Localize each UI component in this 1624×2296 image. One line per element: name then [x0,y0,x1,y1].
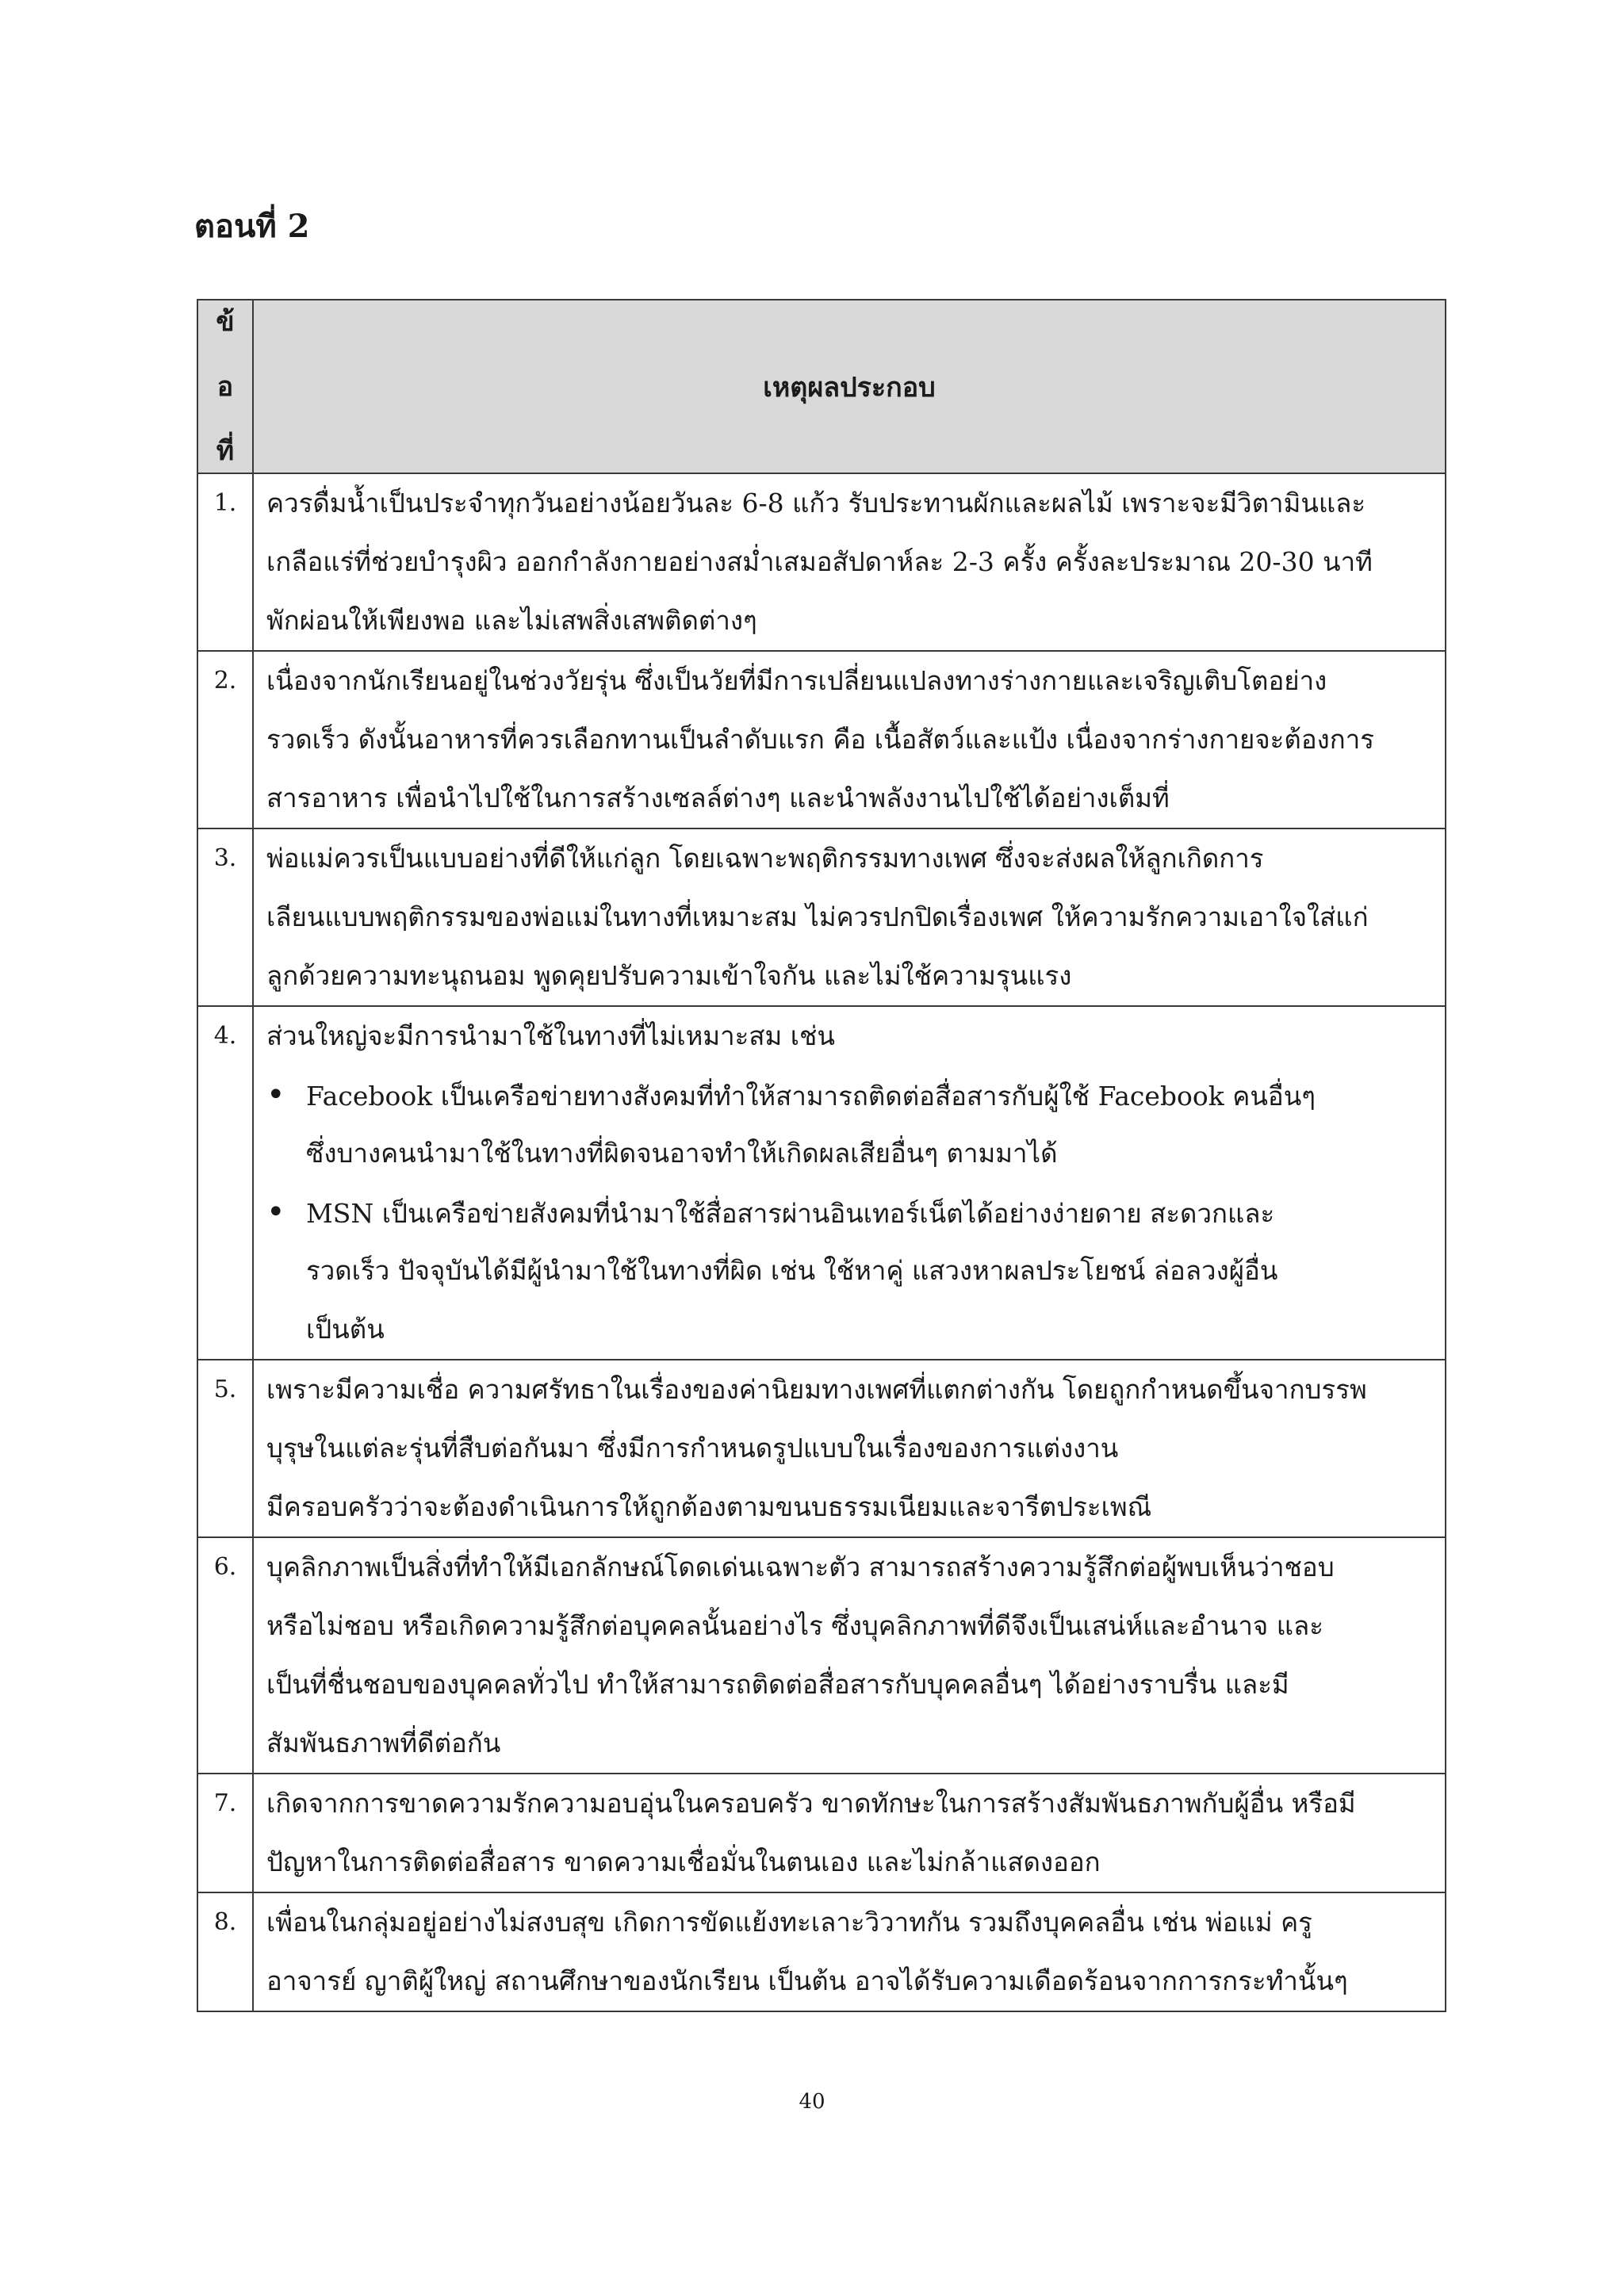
text-line: เลียนแบบพฤติกรรมของพ่อแม่ในทางที่เหมาะสม ไม่ควรปกปิดเรื่องเพศ ให้ความรักความเอาใจใส่แก่ [266,901,1369,932]
text-line: ลูกด้วยความทะนุถนอม พูดคุยปรับความเข้าใจกัน และไม่ใช้ความรุนแรง [266,960,1072,991]
bullet-continuation: เป็นต้น [306,1314,385,1345]
text-line: สารอาหาร เพื่อนำไปใช้ในการสร้างเซลล์ต่างๆ และนำพลังงานไปใช้ได้อย่างเต็มที่ [266,783,1170,813]
row-number: 7. [197,1774,253,1892]
table-row [197,651,1446,828]
text-line: พักผ่อนให้เพียงพอ และไม่เสพสิ่งเสพติดต่างๆ [266,605,757,636]
row-number: 4. [197,1006,253,1360]
row-number: 3. [197,828,253,1006]
text-line: ปัญหาในการติดต่อสื่อสาร ขาดความเชื่อมั่นในตนเอง และไม่กล้าแสดงออก [266,1846,1101,1877]
row-text [253,1774,1446,1892]
row-text [253,828,1446,1006]
row-number: 5. [197,1360,253,1537]
header-title-cell: เหตุผลประกอบ [253,300,1446,473]
table-row [197,828,1446,1006]
text-line: เนื่องจากนักเรียนอยู่ในช่วงวัยรุ่น ซึ่งเป็นวัยที่มีการเปลี่ยนแปลงทางร่างกายและเจริญเติบโตอย่าง [266,665,1327,696]
text-line: มีครอบครัวว่าจะต้องดำเนินการให้ถูกต้องตามขนบธรรมเนียมและจารีตประเพณี [266,1491,1152,1522]
text-line: เกลือแร่ที่ช่วยบำรุงผิว ออกกำลังกายอย่างสม่ำเสมอสัปดาห์ละ 2-3 ครั้ง ครั้งละประมาณ 20-30 นาที [266,546,1373,577]
table-row [197,1774,1446,1892]
row-text [253,473,1446,651]
row-text [253,651,1446,828]
bullet-text: Facebook เป็นเครือข่ายทางสังคมที่ทำให้สามารถติดต่อสื่อสารกับผู้ใช้ Facebook คนอื่นๆ [306,1081,1316,1112]
table-row [197,1006,1446,1360]
reasons-table [197,299,1446,2012]
header-number-char: อ [216,370,234,403]
text-line: เพื่อนในกลุ่มอยู่อย่างไม่สงบสุข เกิดการขัดแย้งทะเลาะวิวาทกัน รวมถึงบุคคลอื่น เช่น พ่อแม่ ครู [266,1907,1312,1938]
row-number: 1. [197,473,253,651]
text-line: ส่วนใหญ่จะมีการนำมาใช้ในทางที่ไม่เหมาะสม เช่น [266,1020,835,1051]
table-row [197,1892,1446,2011]
text-line: เป็นที่ชื่นชอบของบุคคลทั่วไป ทำให้สามารถติดต่อสื่อสารกับบุคคลอื่นๆ ได้อย่างราบรื่น และมี [266,1669,1289,1700]
text-line: เกิดจากการขาดความรักความอบอุ่นในครอบครัว ขาดทักษะในการสร้างสัมพันธภาพกับผู้อื่น หรือมี [266,1788,1356,1819]
text-line: ควรดื่มน้ำเป็นประจำทุกวันอย่างน้อยวันละ 6-8 แก้ว รับประทานผักและผลไม้ เพราะจะมีวิตามินและ [266,488,1366,519]
row-text [253,1360,1446,1537]
bullet-icon: • [266,1194,285,1230]
table-row [197,1537,1446,1774]
row-text [253,1892,1446,2011]
reasons-table-container [197,299,1445,2012]
text-line: อาจารย์ ญาติผู้ใหญ่ สถานศึกษาของนักเรียน เป็นต้น อาจได้รับความเดือดร้อนจากการกระทำนั้นๆ [266,1965,1348,1996]
text-line: บุคลิกภาพเป็นสิ่งที่ทำให้มีเอกลักษณ์โดดเด่นเฉพาะตัว สามารถสร้างความรู้สึกต่อผู้พบเห็นว่าชอบ [266,1552,1335,1582]
header-number-cell [197,300,253,473]
row-text [253,1537,1446,1774]
bullet-continuation: ซึ่งบางคนนำมาใช้ในทางที่ผิดจนอาจทำให้เกิดผลเสียอื่นๆ ตามมาได้ [306,1138,1058,1169]
table-row [197,473,1446,651]
page-number: 40 [799,2090,825,2114]
section-title: ตอนที่ 2 [194,208,310,245]
table-row [197,1360,1446,1537]
table-header-row [197,300,1446,473]
text-line: สัมพันธภาพที่ดีต่อกัน [266,1728,501,1758]
row-number: 8. [197,1892,253,2011]
row-number: 6. [197,1537,253,1774]
text-line: เพราะมีความเชื่อ ความศรัทธาในเรื่องของค่านิยมทางเพศที่แตกต่างกัน โดยถูกกำหนดขึ้นจากบรรพ [266,1374,1367,1405]
header-number-char: ที่ [216,435,235,467]
row-number: 2. [197,651,253,828]
bullet-text: MSN เป็นเครือข่ายสังคมที่นำมาใช้สื่อสารผ่านอินเทอร์เน็ตได้อย่างง่ายดาย สะดวกและ [306,1198,1275,1229]
header-number-char: ข้ [216,306,235,338]
text-line: หรือไม่ชอบ หรือเกิดความรู้สึกต่อบุคคลนั้นอย่างไร ซึ่งบุคลิกภาพที่ดีจึงเป็นเสน่ห์และอำนาจ และ [266,1610,1323,1641]
bullet-item [266,1066,1437,1124]
bullet-item [266,1183,1437,1242]
row-text [253,1006,1446,1360]
text-line: รวดเร็ว ดังนั้นอาหารที่ควรเลือกทานเป็นลำดับแรก คือ เนื้อสัตว์และแป้ง เนื่องจากร่างกายจะต้องการ [266,724,1375,755]
bullet-continuation: รวดเร็ว ปัจจุบันได้มีผู้นำมาใช้ในทางที่ผิด เช่น ใช้หาคู่ แสวงหาผลประโยชน์ ล่อลวงผู้อื่น [306,1255,1278,1286]
bullet-icon: • [266,1077,285,1113]
text-line: พ่อแม่ควรเป็นแบบอย่างที่ดีให้แก่ลูก โดยเฉพาะพฤติกรรมทางเพศ ซึ่งจะส่งผลให้ลูกเกิดการ [266,843,1264,874]
text-line: บุรุษในแต่ละรุ่นที่สืบต่อกันมา ซึ่งมีการกำหนดรูปแบบในเรื่องของการแต่งงาน [266,1433,1119,1464]
